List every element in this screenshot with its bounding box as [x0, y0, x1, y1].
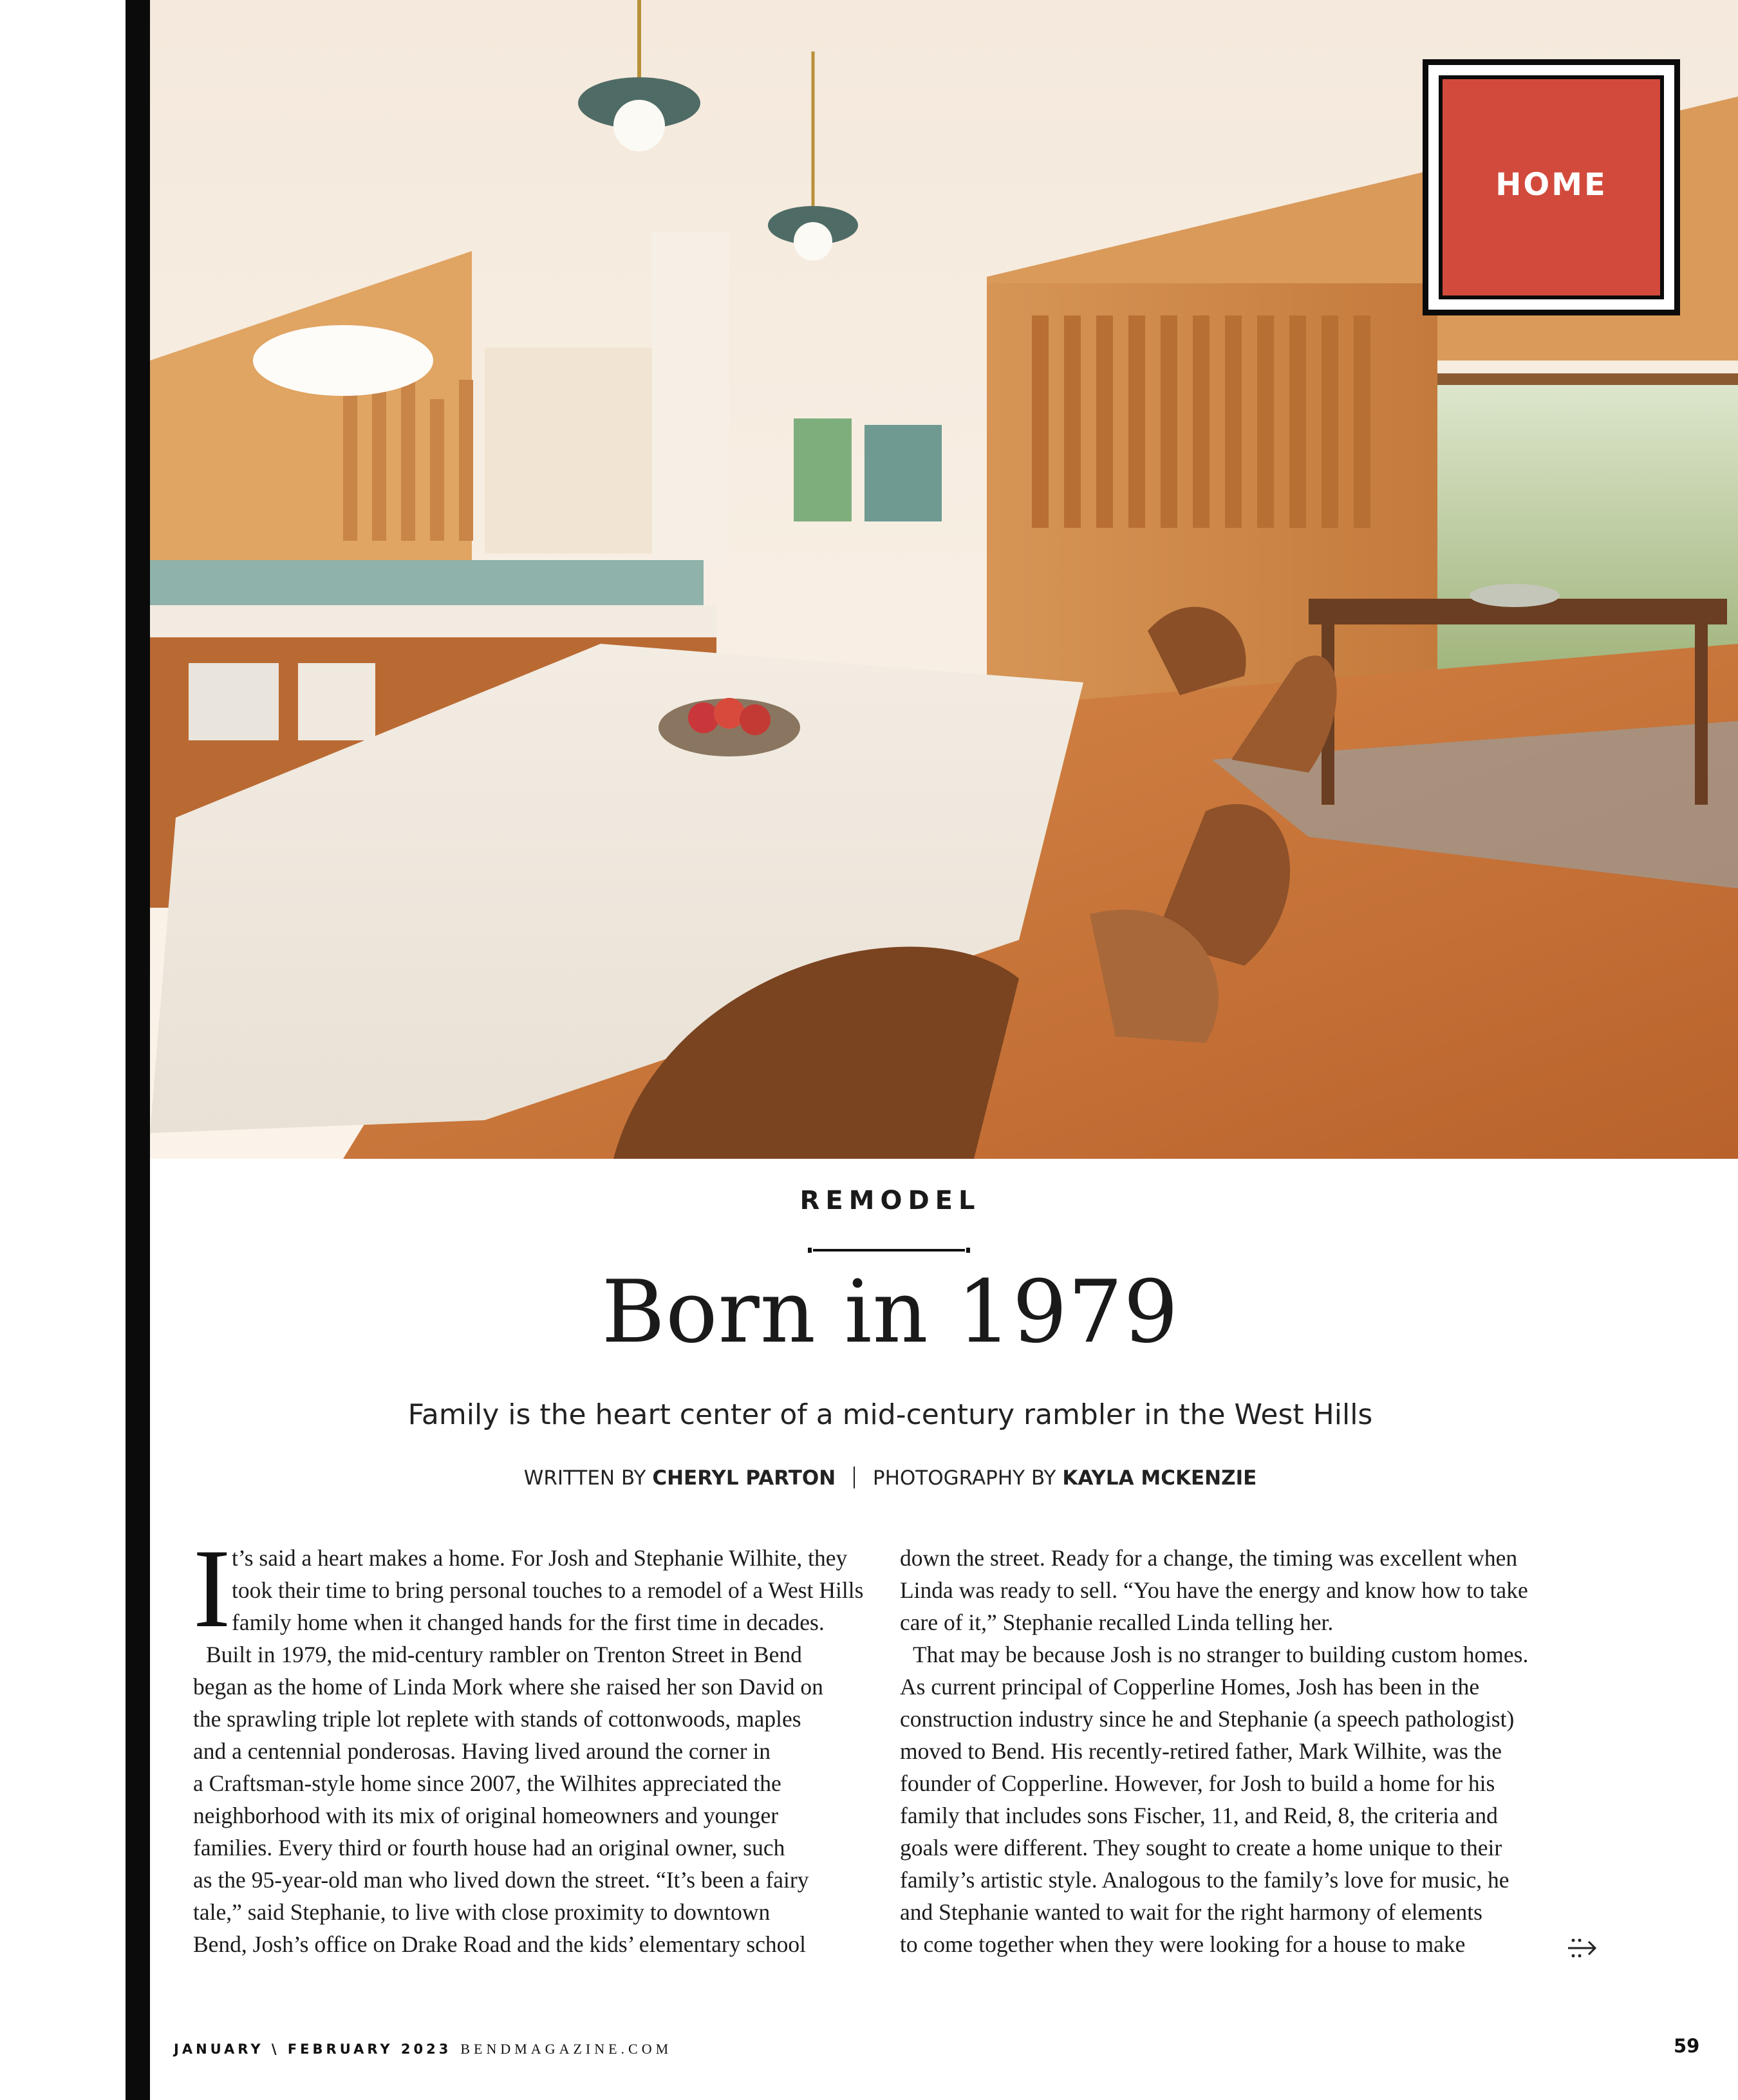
- body-line: family home when it changed hands for the first time in decades.: [232, 1609, 825, 1635]
- article-kicker: REMODEL: [799, 1186, 981, 1215]
- body-line: moved to Bend. His recently-retired father, Mark Wilhite, was the: [900, 1738, 1502, 1764]
- kicker-divider: [813, 1249, 965, 1252]
- byline-photographer: KAYLA MCKENZIE: [1062, 1467, 1257, 1490]
- body-line: construction industry since he and Stephanie (a speech pathologist): [900, 1706, 1515, 1732]
- footer-site: BENDMAGAZINE.COM: [460, 2041, 673, 2057]
- footer-issue-line: [174, 2041, 672, 2058]
- body-line: and a centennial ponderosas. Having lived around the corner in: [193, 1738, 771, 1764]
- footer-issue: JANUARY \ FEBRUARY 2023: [174, 2041, 452, 2057]
- byline-photo-prefix: PHOTOGRAPHY BY: [872, 1467, 1056, 1490]
- body-line: neighborhood with its mix of original homeowners and younger: [193, 1803, 779, 1828]
- body-line: family that includes sons Fischer, 11, and Reid, 8, the criteria and: [900, 1803, 1498, 1828]
- page-edge-bar: [126, 0, 150, 2100]
- body-line: to come together when they were looking for a house to make: [900, 1931, 1466, 1957]
- byline-written-prefix: WRITTEN BY: [523, 1467, 646, 1490]
- body-line: down the street. Ready for a change, the timing was excellent when: [900, 1545, 1518, 1571]
- body-column-left: [193, 1526, 875, 1960]
- body-line: families. Every third or fourth house had an original owner, such: [193, 1835, 785, 1861]
- page-gutter: [0, 0, 26, 2100]
- byline-writer: CHERYL PARTON: [652, 1467, 836, 1490]
- section-badge: [1423, 59, 1680, 315]
- body-line: care of it,” Stephanie recalled Linda telling her.: [900, 1609, 1334, 1635]
- body-line: As current principal of Copperline Homes, Josh has been in the: [900, 1674, 1480, 1700]
- body-line: and Stephanie wanted to wait for the right harmony of elements: [900, 1899, 1482, 1925]
- section-badge-label: HOME: [1495, 167, 1607, 203]
- byline-separator: [854, 1467, 855, 1488]
- body-column-right: [900, 1542, 1582, 1960]
- body-line: tale,” said Stephanie, to live with close proximity to downtown: [193, 1899, 771, 1925]
- page-number: 59: [1674, 2035, 1700, 2057]
- article-byline: [150, 1467, 1631, 1490]
- article-headline: Born in 1979: [601, 1262, 1179, 1362]
- body-line: founder of Copperline. However, for Josh to build a home for his: [900, 1770, 1495, 1796]
- body-line: goals were different. They sought to create a home unique to their: [900, 1835, 1502, 1861]
- drop-cap: I: [193, 1526, 231, 1651]
- body-line: Built in 1979, the mid-century rambler on Trenton Street in Bend: [206, 1642, 802, 1667]
- article-deck: Family is the heart center of a mid-century rambler in the West Hills: [407, 1398, 1373, 1431]
- body-line: That may be because Josh is no stranger to building custom homes.: [913, 1642, 1529, 1667]
- body-line: a Craftsman-style home since 2007, the Wilhites appreciated the: [193, 1770, 781, 1796]
- continued-arrow-icon: [1565, 1935, 1599, 1962]
- body-line: began as the home of Linda Mork where she raised her son David on: [193, 1674, 823, 1700]
- body-line: as the 95-year-old man who lived down the street. “It’s been a fairy: [193, 1867, 809, 1893]
- body-line: took their time to bring personal touches to a remodel of a West Hills: [232, 1577, 864, 1603]
- body-line: the sprawling triple lot replete with stands of cottonwoods, maples: [193, 1706, 801, 1732]
- body-line: family’s artistic style. Analogous to the family’s love for music, he: [900, 1867, 1509, 1893]
- body-line: t’s said a heart makes a home. For Josh and Stephanie Wilhite, they: [232, 1545, 848, 1571]
- body-line: Bend, Josh’s office on Drake Road and the kids’ elementary school: [193, 1931, 807, 1957]
- body-line: Linda was ready to sell. “You have the energy and know how to take: [900, 1577, 1528, 1603]
